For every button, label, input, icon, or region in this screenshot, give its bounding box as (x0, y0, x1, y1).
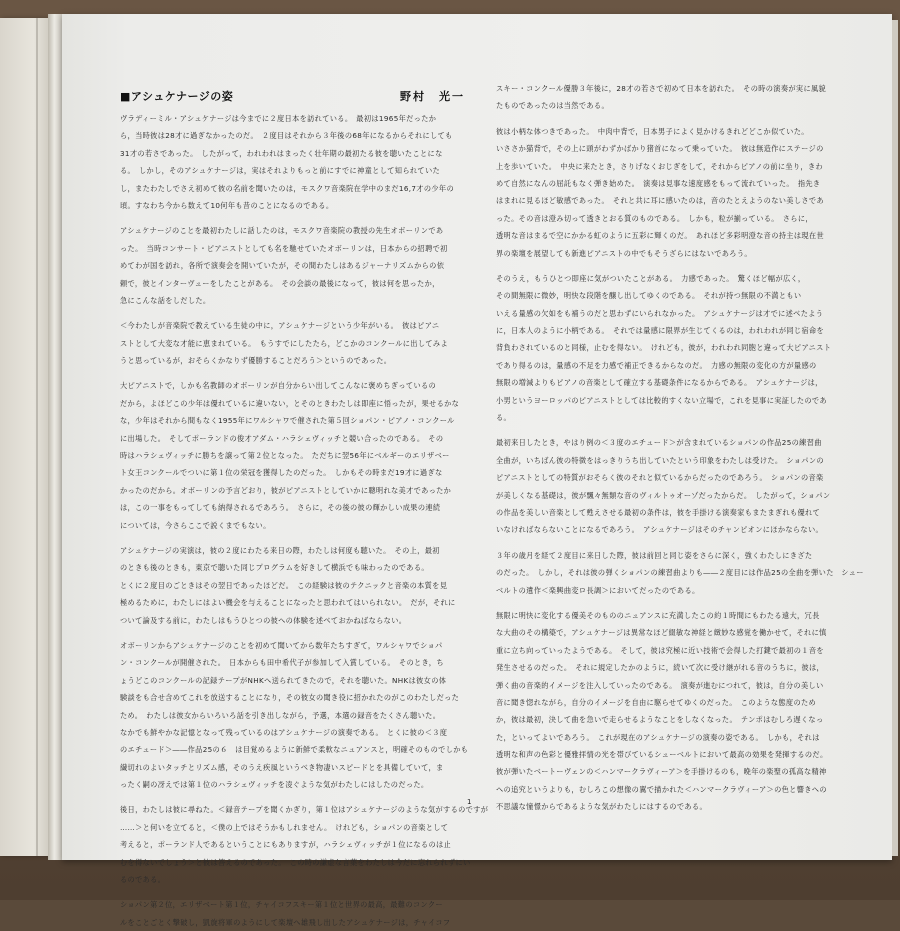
text-line: うと思っているが，おそらくかなりず優勝することだろう＞というのであった。 (120, 356, 392, 366)
paragraph-gap (120, 629, 494, 637)
article-title: ■アシュケナージの姿 (120, 90, 234, 103)
text-line: その間無限に微妙，明快な段階を醸し出してゆくのである。 それが持つ無限の不満ともい (496, 291, 802, 301)
text-line: なかでも鮮やかな記憶となって残っているのはアシュケナージの演奏である。 とくに彼の＜３度 (120, 727, 448, 737)
text-line: とくに２度目のごときはその翌日であったほどだ。 この経験は彼のテクニックと音楽の本質を見 (120, 580, 448, 590)
text-line: か，彼は最初，決して曲を急いで走らせるようなことをしなくなった。 テンポはむしろ遅くなっ (496, 715, 824, 725)
paragraph-gap (120, 793, 494, 801)
text-line: 透明な和声の色彩と優雅拝情の光を帯びているシューベルトにおいて最高の効果を発揮するのだ。 (496, 750, 828, 760)
text-line: 小男というヨーロッパのピアニストとしては比較的すくない立場で，これを見事に実証したのであ (496, 395, 828, 405)
text-line: かったのだから。オボーリンの予言どおり，彼がピアニストとしていかに聰明れな美才であったか (120, 485, 452, 495)
text-line: 全曲が，いちばん彼の特徴をはっきりうち出していたという印象をわたしは受けた。 ショパンの (496, 455, 824, 465)
text-line: ＜今わたしが音楽院で教えている生徒の中に，アシュケナージという少年がいる。 彼はピアニ (120, 321, 440, 331)
text-line: るのである。 (120, 875, 166, 885)
text-line: ３年の歳月を経て２度目に来日した際，彼は前回と同じ姿をさらに深く，強くわたしにきざた (496, 550, 813, 560)
text-line: めてわが国を訪れ，各所で演奏会を開いていたが，その間わたしはあるジャーナリズムからの依 (120, 261, 445, 271)
paragraph-gap (496, 539, 856, 547)
text-line: ン・コンクールが開催された。 日本からも田中希代子が参加して入賞している。 そのとき，ち (120, 658, 444, 668)
text-line: 時はハラシェヴィッチに勝ちを譲って第２位となった。 ただちに翌56年にベルギーのエリザベー (120, 451, 450, 461)
text-line: る。 しかし，そのアシュケナージは，実はそれよりもっと前にすでに神童として知られていた (120, 166, 441, 176)
page-number: 1 (467, 798, 472, 806)
text-line: そのうえ，もうひとつ即座に気がついたことがある。 力感であった。 驚くほど幅が広く， (496, 273, 806, 283)
fold-line (36, 18, 38, 856)
paragraph-gap (120, 369, 494, 377)
left-page (0, 18, 48, 856)
text-line: 最初来日したとき，やはり例の＜３度のエチュード＞が含まれているショパンの作品25の練習曲 (496, 438, 822, 448)
text-line: 後日，わたしは彼に尋ねた。＜録音テープを聞くかぎり，第１位はアシュケナージのような気がするのですが (120, 805, 489, 815)
paragraph-gap (120, 534, 494, 542)
text-line: 急にこんな話をしだした。 (120, 295, 211, 305)
text-line: し，またわたしでさえ初めて彼の名前を聞いたのは，モスクワ音楽院在学中のまだ16,7才の少年の (120, 183, 454, 193)
booklet-spine (48, 14, 62, 860)
text-line: ピアニストとしての特質がおそらく彼のそれと似ているからだったのであろう。 ショパンの音楽 (496, 473, 824, 483)
text-line: ため。 わたしは彼女からいろいろ話を引き出しながら，予選，本選の録音をたくさん聴いた。 (120, 710, 441, 720)
text-line: に出場した。 そしてポーランドの俊才アダム・ハラシェヴィッチと競い合ったのである。 その (120, 433, 444, 443)
left-text-column (120, 110, 494, 931)
text-line: であり得るのは，量感の不足を力感で補正できるからなのだ。 力感の無限の変化の方が量感の (496, 360, 817, 370)
text-line: のエチュード＞――作品25の６ は目覚めるように新鮮で柔軟なニュアンスと，明確そのものでしかも (120, 745, 469, 755)
text-line: 彼が弾いたベートーヴェンの＜ハンマークラヴィーア＞を手掛けるのも，晩年の楽聖の孤高な精神 (496, 767, 827, 777)
text-line: ょうどこのコンクールの記録テープがNHKへ送られてきたので，それを聴いた。NHKは彼女の体 (120, 675, 447, 685)
text-line: 彼は小柄な体つきであった。 中肉中背で，日本男子によく見かけるきれどどこか似ていた。 (496, 126, 809, 136)
text-line: 不思議な憧憬からであるような気がわたしにはするのである。 (496, 802, 707, 812)
text-line: 背負わされているのと同様，止むを得ない。 けれども，彼が，われわれ同胞と違って大ピアニスト (496, 343, 832, 353)
text-line: 31才の若さであった。 したがって，われわれはまったく壮年期の最初たる彼を聴いたことにな (120, 148, 443, 158)
paragraph-gap (120, 214, 494, 222)
text-line: 弾く曲の音楽的イメージを注入していったのである。 演奏が進むにつれて，彼は，自分の美しい (496, 680, 824, 690)
text-line: ト女王コンクールでついに第１位の栄冠を獲得したのだった。 しかもその時まだ19才に過ぎな (120, 468, 443, 478)
text-line: 頼で，彼とインターヴューをしたことがある。 その会談の最後になって，彼は何を思ったか， (120, 278, 440, 288)
right-text-column (496, 80, 864, 816)
text-line: ったく嗣の冴えでは第１位のハラシェヴィッチを凌ぐような気がわたしにはしたのだった。 (120, 780, 429, 790)
text-line: アシュケナージのことを最初わたしに話したのは，モスクワ音楽院の教授の先生オボーリンであ (120, 226, 444, 236)
text-line: オボーリンからアシュケナージのことを初めて聞いてから数年たちすぎて，ワルシャワでショパ (120, 640, 443, 650)
text-line: は，この一事をもってしても納得されるであろう。 さらに，その後の彼の輝かしい成果の連続 (120, 503, 441, 513)
text-line: な，少年はそれから間もなく1955年にワルシャワで催された第５回ショパン・ピアノ・コンクール (120, 416, 455, 426)
text-line: ヴラディーミル・アシュケナージは今までに２度日本を訪れている。 最初は1965年だったか (120, 114, 437, 123)
text-line: 無限に明快に変化する優美そのもののニュアンスに充満したこの約１時間にもわたる遠大，冗長 (496, 610, 820, 620)
text-line: ……＞と何いを立てると，＜僕の上ではそうかもしれません。 けれども，ショパンの音楽として (120, 822, 449, 832)
text-line: が美しくなる基礎は，彼が飄々無類な音のヴィルトゥオーゾだったからだ。 したがって，ショパン (496, 490, 831, 500)
text-line: だから，よほどこの少年は優れているに違いない，とそのときわたしは即座に悟ったが，果せるかな (120, 398, 460, 408)
text-line: いえる量感の欠如をも補うのだと思わずにいられなかった。 アシュケナージは才でに述べたよう (496, 308, 824, 318)
article-author: 野村 光一 (400, 90, 465, 103)
text-line: アシュケナージの実演は，彼の２度にわたる来日の際，わたしは何度も聴いた。 その上，最初 (120, 545, 440, 555)
text-line: 界の楽壇を展望しても新進ピアニストの中でもそうざらにはないであろう。 (496, 248, 752, 258)
paragraph-gap (120, 888, 494, 896)
text-line: いささか猫背で，その上に頭がわずかばかり猪首になって乗っていた。 彼は無造作にステージの (496, 144, 824, 154)
text-line: 発生させるのだった。 それに規定したかのように，続いて次に受け継がれる音のうちに，彼は， (496, 663, 825, 673)
text-line: ストとして大変な才能に恵まれている。 もうすでにしたたら，どこかのコンクールに出してみよ (120, 338, 448, 348)
text-line: ルをことごとく撃破し，凱旋将軍のようにして楽壇へ雄飛し出したアシュケナージは，チャイコフ (120, 917, 451, 927)
paragraph-gap (496, 115, 856, 123)
paragraph-gap (496, 426, 856, 434)
text-line: への追究というよりも，むしろこの想像の翼で描かれた＜ハンマークラヴィーア＞の色と響きへの (496, 784, 827, 794)
text-line: 頃。すなわち今から数えて10何年も昔のことになるのである。 (120, 200, 334, 210)
text-line: 繊切れのよいタッチとリズム感，そのうえ疾風というべき物凄いスピードとを具備していて，ま (120, 762, 444, 772)
text-line: った。その音は澄み切って透きとおる質のものである。 しかも，粒が揃っている。 さらに， (496, 213, 813, 223)
text-line: のときも後のときも，東京で聴いた同じプログラムを好きして横浜でも味わったのである。 (120, 563, 429, 573)
text-line: ら，当時彼は28才に過ぎなかったのだ。 ２度目はそれから３年後の68年になるからそれにしても (120, 131, 453, 141)
text-line: ついて論及する前に，わたしはもうひとつの彼への体験を述べておかねばならない。 (120, 615, 407, 625)
document-page (62, 14, 892, 927)
text-line: めて自然になんの屈託もなく弾き始めた。 演奏は見事な速度感をもって流れていった。 指先き (496, 178, 821, 188)
text-line: むを得ないでしょう＞と彼は答えるのであった。 この時の謙虚な言葉をわたしは今だに忘れられずにい (120, 857, 471, 867)
text-line: 大ピアニストで，しかも名教師のオボーリンが自分からい出してこんなに褒めちぎっているの (120, 381, 437, 391)
text-line: スキー・コンクール優勝３年後に，28才の若さで初めて日本を訪れた。 その時の演奏が実に風貌 (496, 84, 827, 93)
paragraph-gap (120, 309, 494, 317)
text-line: た，といってよいであろう。 これが現在のアシュケナージの演奏の姿である。 しかも，それは (496, 732, 820, 742)
text-line: はまれに見るほど敏感であった。 それと共に耳に感いたのは，音のたとえようのない美しさであ (496, 196, 824, 206)
text-line: ベルトの遺作＜楽興曲変ロ長調＞においてだったのである。 (496, 585, 700, 595)
text-line: な大曲のその構築で，アシュケナージは異常なほど綴敏な神経と緻妙な感覚を働かせて，それに慎 (496, 628, 827, 638)
text-line: については，今さらここで説くまでもない。 (120, 520, 271, 530)
text-line: たものであったのは当然である。 (496, 101, 609, 111)
text-line: のだった。 しかし，それは彼の弾くショパンの練習曲よりも――２度目には作品25の全曲を弾いた シュー (496, 568, 864, 578)
text-line: いなければならないことになるであろう。 アシュケナージはそのチャンピオンにほかならない。 (496, 525, 824, 535)
text-line: の作品を美しい音楽として甦えさせる最初の条件は，彼を手掛ける演奏家もまたまぎれも優れて (496, 507, 821, 517)
text-line: 無限の増減よりもピアノの音楽として確立する基礎条件になるからである。 アシュケナージは， (496, 378, 823, 388)
text-line: 音に聞き惚れながら，自分のイメージを自由に駆らせてゆくのだった。 このような態度のため (496, 697, 817, 707)
paragraph-gap (496, 599, 856, 607)
article-header (120, 88, 494, 108)
text-line: 極めるために，わたしにはよい機会を与えることになったと思われてはいられない。 だが，それに (120, 598, 456, 608)
text-line: 上を歩いていた。 中央に来たとき，さりげなくおじぎをして，それからピアノの前に坐り，きわ (496, 161, 824, 171)
text-line: ショパン第２位，エリザベート第１位，チャイコフスキー第１位と世界の最高，最難のコンクー (120, 900, 443, 910)
text-line: る。 (496, 413, 512, 423)
text-line: 透明な音はまるで空にかかる虹のように五彩に輝くのだ。 あれほど多彩明澄な音の持主は現在世 (496, 231, 824, 241)
text-line: に，日本人のように小柄である。 それでは量感に限界が生じてくるのは，われわれが同じ宿命を (496, 326, 825, 336)
text-line: 重に立ち向っていったようである。 そして，彼は究極に近い技術で会得した打鍵で最初の１音を (496, 645, 824, 655)
text-line: 考えると，ポーランド人であるということにもありますが，ハラシェヴィッチが１位になるのは止 (120, 840, 452, 850)
text-line: った。 当時コンサート・ピアニストとしても名を馳せていたオボーリンは，日本からの招聘で初 (120, 243, 448, 253)
text-line: 験談をも合せ含めてこれを放送することになり，その彼女の聞き役に招かれたのがこのわたしだった (120, 693, 460, 703)
paragraph-gap (496, 262, 856, 270)
page-edge (892, 20, 898, 856)
